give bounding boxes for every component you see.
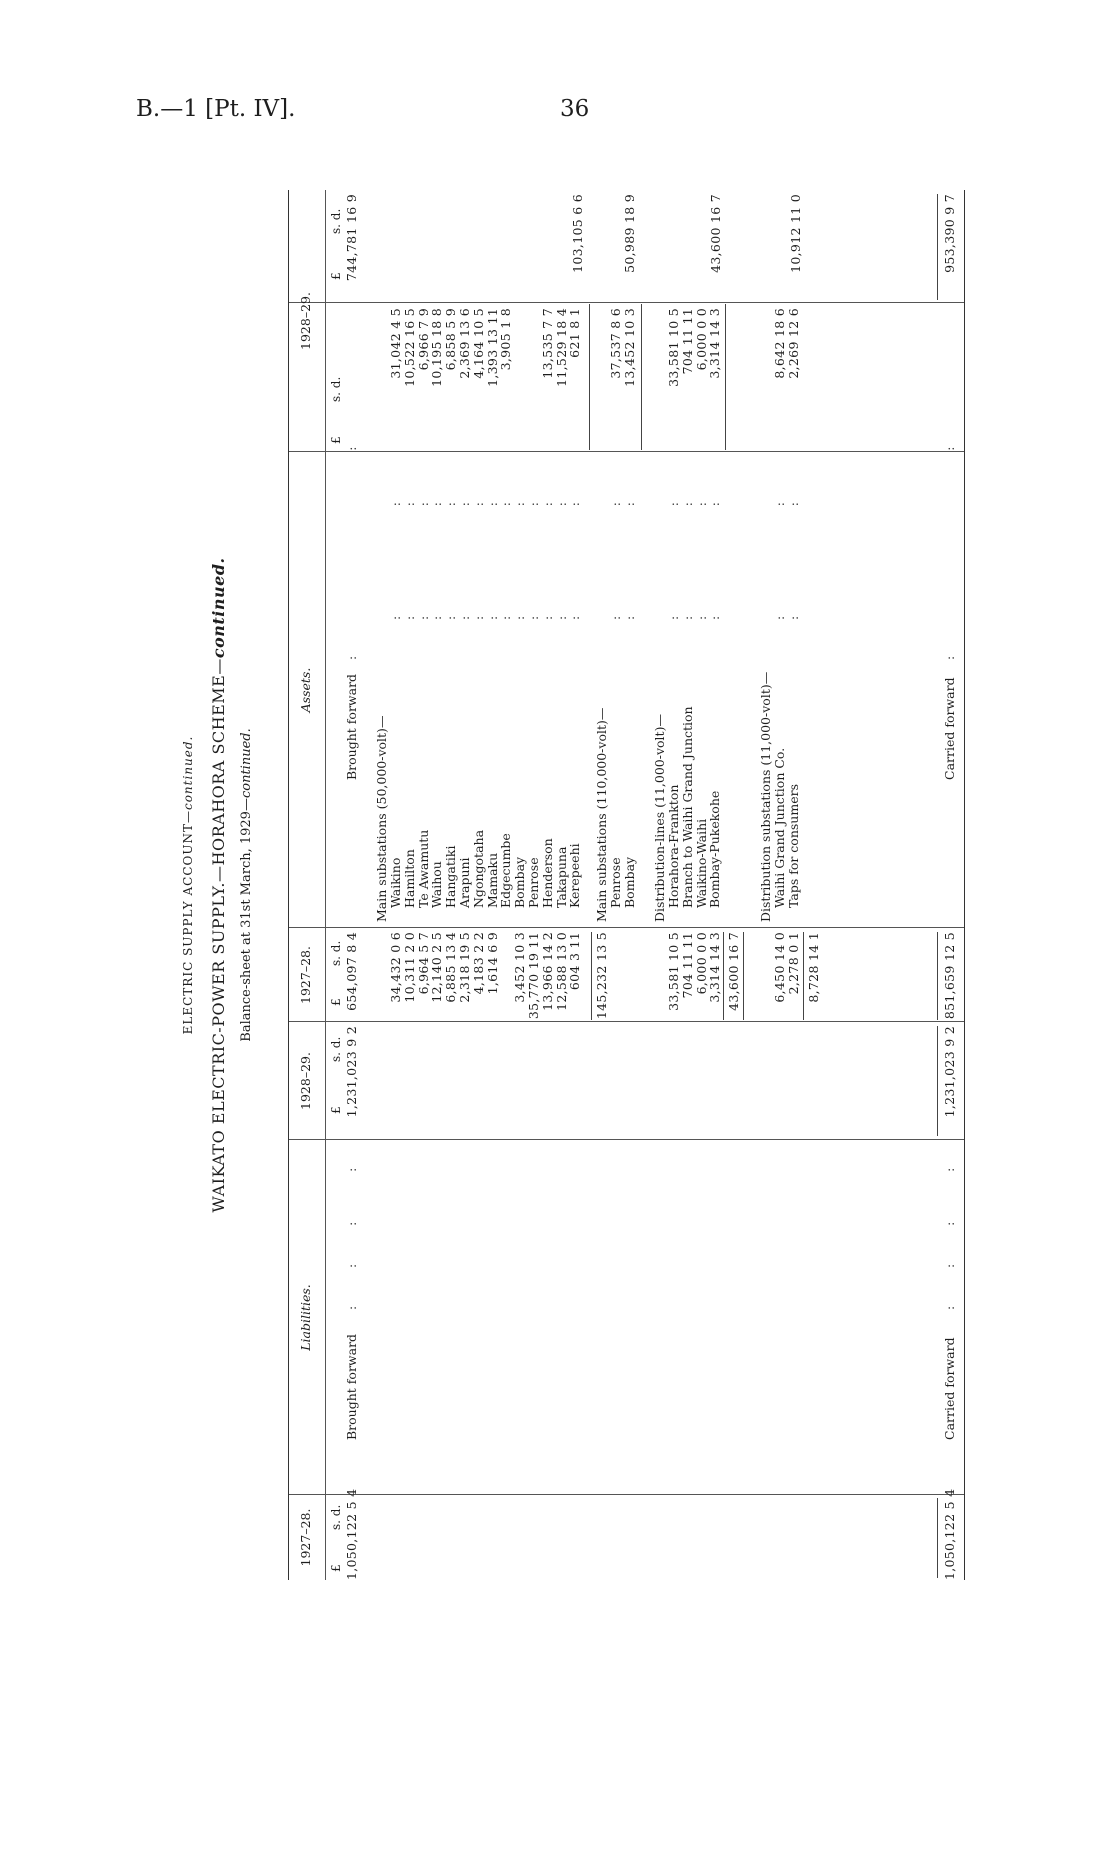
asset-item-1928: 10,522 16 5 [401, 308, 417, 387]
asset-item-1927: 6,964 5 7 [415, 932, 431, 995]
asset-bf-label: Brought forward [344, 673, 359, 780]
header-asset-1928: 1928–29. [298, 292, 313, 350]
asset-item-name: Waihou [429, 861, 445, 908]
asset-item-1928: 4,164 10 5 [470, 308, 486, 379]
asset-item-1928: 33,581 10 5 [666, 308, 681, 387]
asset-item-1927: 34,432 0 6 [388, 932, 403, 1003]
units-sd: s. d. [329, 208, 343, 234]
leader-dots: : : [388, 500, 403, 620]
leader-dots: : : : : [942, 1165, 957, 1310]
leader-dots: : : [512, 500, 528, 620]
asset-item-1927: 1,614 6 9 [484, 932, 500, 995]
asset-item-name: Ngongotaha [470, 829, 486, 908]
leader-dots: : : [707, 500, 723, 620]
asset-item-1928: 6,000 0 0 [693, 308, 709, 371]
asset-item-1928: 37,537 8 6 [608, 308, 623, 379]
asset-item-name: Hangatiki [443, 845, 459, 908]
asset-item-1928: 13,452 10 3 [621, 308, 637, 387]
asset-item-1928: 8,642 18 6 [772, 308, 787, 379]
asset-item-1928: 2,369 13 6 [457, 308, 472, 379]
leader-dots: : : [539, 500, 555, 620]
leader-dots: : : [415, 500, 431, 620]
asset-item-name: Horahora-Frankton [666, 784, 681, 908]
asset-item-name: Bombay [621, 856, 637, 908]
units-pound: £ [329, 436, 343, 444]
asset-item-1927: 6,885 13 4 [443, 932, 459, 1003]
balance-sheet-table [288, 190, 965, 1580]
units-sd: s. d. [329, 1036, 343, 1062]
asset-cf-1928: 953,390 9 7 [942, 194, 957, 273]
leader-dots: : : [470, 500, 486, 620]
leader-dots: : : [693, 500, 709, 620]
section-main-110kv: Main substations (110,000-volt)— [594, 707, 609, 922]
leader-dots: : : [443, 500, 459, 620]
main-110kv-total-1928: 50,989 18 9 [622, 194, 637, 273]
units-pound: £ [329, 1564, 343, 1572]
asset-item-name: Waikino-Waihi [693, 818, 709, 908]
asset-item-name: Branch to Waihi Grand Junction [679, 706, 695, 908]
leader-dots: : : [942, 444, 957, 660]
account-title: ELECTRIC SUPPLY ACCOUNT—continued. [181, 735, 195, 1035]
leader-dots: : : [526, 500, 541, 620]
asset-item-name: Waihi Grand Junction Co. [772, 747, 787, 908]
liab-bf-label: Brought forward [344, 1333, 359, 1440]
page-reference: B.—1 [Pt. IV]. [136, 96, 296, 122]
liab-bf-1927: 1,050,122 5 4 [344, 1488, 359, 1580]
dist-subs-total-1928: 10,912 11 0 [788, 194, 803, 273]
asset-item-1927: 33,581 10 5 [666, 932, 681, 1011]
leader-dots: : : [484, 500, 500, 620]
asset-item-name: Waikino [388, 857, 403, 908]
section-dist-subs: Distribution substations (11,000-volt)— [758, 671, 773, 922]
units-pound: £ [329, 272, 343, 280]
asset-cf-label: Carried forward [942, 677, 957, 780]
main-50kv-total-1928: 103,105 6 6 [570, 194, 585, 273]
dist-lines-total-1927: 43,600 16 7 [726, 932, 741, 1011]
asset-item-1927: 4,183 2 2 [470, 932, 486, 995]
asset-item-1928: 2,269 12 6 [785, 308, 801, 379]
leader-dots: : : [772, 500, 787, 620]
liab-cf-label: Carried forward [942, 1337, 957, 1440]
asset-item-name: Bombay [512, 856, 528, 908]
header-liab-1927: 1927–28. [298, 1508, 313, 1567]
asset-item-1927: 10,311 2 0 [401, 932, 417, 1003]
leader-dots: : : [498, 500, 514, 620]
units-sd: s. d. [329, 1504, 343, 1530]
asset-item-name: Taps for consumers [785, 784, 801, 908]
dist-subs-total-1927: 8,728 14 1 [806, 932, 821, 1003]
units-pound: £ [329, 1106, 343, 1114]
asset-item-1927: 2,318 19 5 [457, 932, 472, 1003]
liab-cf-1928: 1,231,023 9 2 [942, 1026, 957, 1118]
asset-item-name: Edgecumbe [498, 833, 514, 908]
asset-item-1928: 31,042 4 5 [388, 308, 403, 379]
asset-item-1927: 604 3 11 [567, 932, 583, 991]
asset-item-1928: 3,905 1 8 [498, 308, 514, 371]
leader-dots: : : [553, 500, 569, 620]
leader-dots: : : [621, 500, 637, 620]
leader-dots: : : [457, 500, 472, 620]
asset-item-name: Bombay-Pukekohe [707, 790, 723, 908]
asset-item-1927: 3,314 14 3 [707, 932, 723, 1003]
leader-dots: : : [679, 500, 695, 620]
leader-dots: : : [429, 500, 445, 620]
asset-item-1928: 6,966 7 9 [415, 308, 431, 371]
balance-sheet-title: Balance-sheet at 31st March, 1929—continued. [239, 728, 254, 1042]
header-liabilities: Liabilities. [298, 1284, 313, 1351]
asset-item-1927: 2,278 0 1 [785, 932, 801, 995]
header-liab-1928: 1928–29. [298, 1052, 313, 1110]
scheme-title: WAIKATO ELECTRIC-POWER SUPPLY.—HORAHORA SCHEME—continued. [209, 557, 228, 1213]
asset-item-1928: 11,529 18 4 [553, 308, 569, 387]
asset-item-name: Penrose [526, 857, 541, 908]
main-50kv-total-1927: 145,232 13 5 [594, 932, 609, 1020]
asset-item-1928: 621 8 1 [567, 308, 583, 358]
asset-item-1928: 1,393 13 11 [484, 308, 500, 387]
asset-item-1928: 3,314 14 3 [707, 308, 723, 379]
asset-cf-1927: 851,659 12 5 [942, 932, 957, 1020]
liab-bf-1928: 1,231,023 9 2 [344, 1026, 359, 1118]
leader-dots: : : : : [344, 1165, 359, 1310]
header-asset-1927: 1927–28. [298, 946, 313, 1004]
leader-dots: : : [401, 500, 417, 620]
asset-item-1927: 13,966 14 2 [539, 932, 555, 1011]
asset-item-1927: 35,770 19 11 [526, 932, 541, 1020]
dist-lines-total-1928: 43,600 16 7 [708, 194, 723, 273]
asset-item-1927: 6,450 14 0 [772, 932, 787, 1003]
units-pound: £ [329, 998, 343, 1006]
asset-item-name: Arapuni [457, 857, 472, 908]
asset-item-1928: 704 11 11 [679, 308, 695, 375]
asset-item-name: Kerepeehi [567, 843, 583, 908]
liab-cf-1927: 1,050,122 5 4 [942, 1488, 957, 1580]
header-assets: Assets. [298, 667, 313, 713]
leader-dots: : : [785, 500, 801, 620]
leader-dots: : : [567, 500, 583, 620]
asset-item-name: Mamaku [484, 852, 500, 908]
asset-item-1927: 3,452 10 3 [512, 932, 528, 1003]
leader-dots: : : [608, 500, 623, 620]
asset-item-1927: 6,000 0 0 [693, 932, 709, 995]
asset-item-1928: 13,535 7 7 [539, 308, 555, 379]
rotated-balance-sheet [176, 190, 966, 1580]
asset-bf-1927: 654,097 8 4 [344, 932, 359, 1011]
asset-bf-1928: 744,781 16 9 [344, 194, 359, 282]
titles-block [176, 190, 286, 1580]
asset-item-name: Henderson [539, 838, 555, 908]
section-main-50kv: Main substations (50,000-volt)— [374, 715, 389, 922]
units-sd: s. d. [329, 376, 343, 402]
section-dist-lines: Distribution-lines (11,000-volt)— [652, 714, 667, 922]
asset-item-name: Takapuna [553, 846, 569, 908]
page-number: 36 [560, 96, 590, 122]
asset-item-1927: 704 11 11 [679, 932, 695, 999]
page-header [0, 0, 1114, 140]
asset-item-name: Penrose [608, 857, 623, 908]
asset-item-name: Te Awamutu [415, 829, 431, 908]
asset-item-1927: 12,140 2 5 [429, 932, 445, 1003]
leader-dots: : : [666, 500, 681, 620]
asset-item-1928: 6,858 5 9 [443, 308, 459, 371]
units-sd: s. d. [329, 940, 343, 966]
asset-item-1928: 10,195 18 8 [429, 308, 445, 387]
asset-item-name: Hamilton [401, 849, 417, 908]
asset-item-1927: 12,588 13 0 [553, 932, 569, 1011]
leader-dots: : : [344, 444, 359, 660]
